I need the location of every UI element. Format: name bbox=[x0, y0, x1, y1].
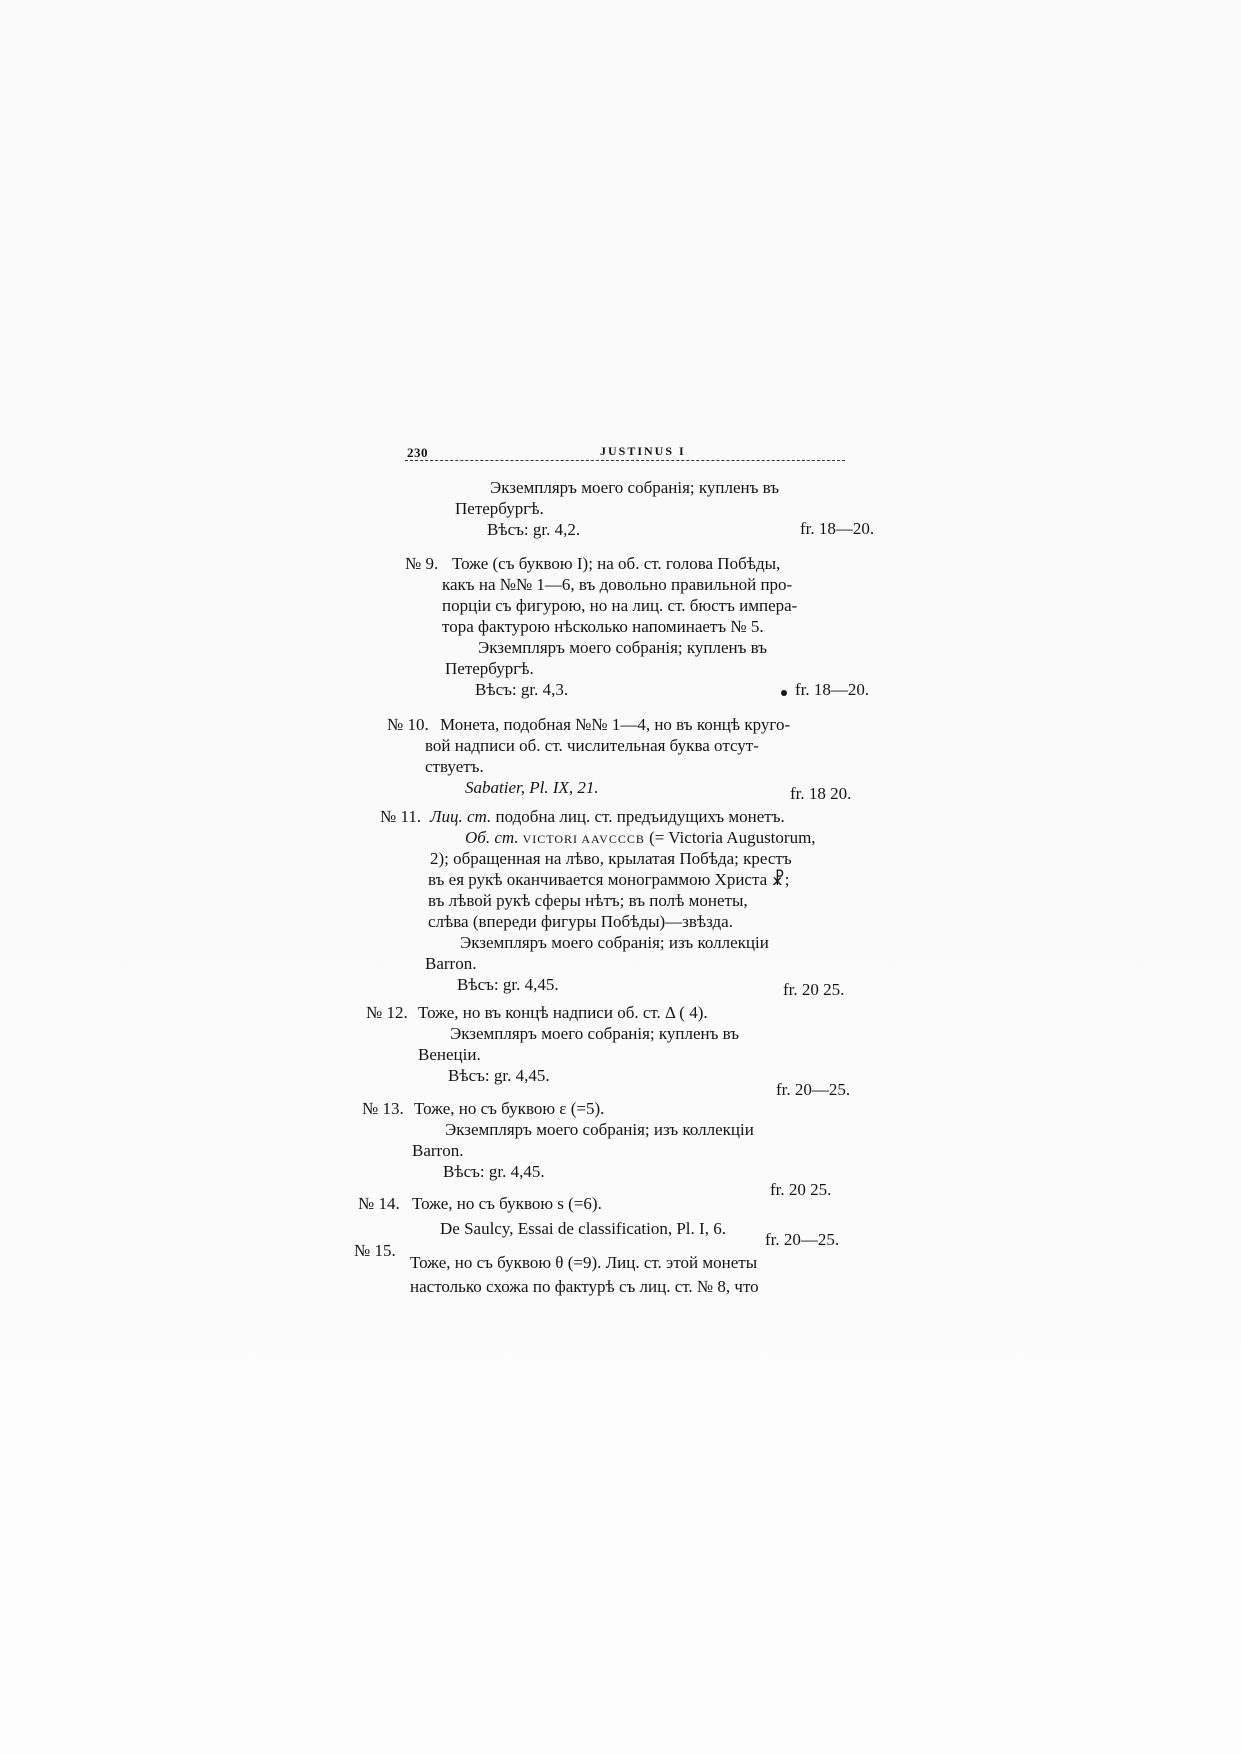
prev-line-2: Петербургѣ. bbox=[455, 499, 544, 518]
entry-13-line-3: Barron. bbox=[412, 1141, 464, 1160]
entry-11-price: fr. 20 25. bbox=[783, 980, 845, 999]
entry-11-line-6: слѣва (впереди фигуры Побѣды)—звѣзда. bbox=[428, 912, 733, 931]
entry-9-line-6: Петербургѣ. bbox=[445, 659, 534, 678]
running-head: JUSTINUS I bbox=[600, 444, 686, 458]
obverse-label: Лиц. ст. bbox=[430, 807, 492, 826]
prev-weight: Вѣсъ: gr. 4,2. bbox=[487, 520, 581, 539]
entry-11-line-5: въ лѣвой рукѣ сферы нѣтъ; въ полѣ монеты, bbox=[428, 891, 748, 910]
entry-12-line-2: Экземпляръ моего собранія; купленъ въ bbox=[450, 1024, 740, 1043]
entry-9-line-4: тора фактурою нѣсколько напоминаетъ № 5. bbox=[442, 617, 764, 636]
entry-14-reference: De Saulcy, Essai de classification, Pl. I, 6. bbox=[440, 1219, 726, 1238]
entry-9-line-3: порціи съ фигурою, но на лиц. ст. бюстъ импера- bbox=[442, 596, 798, 615]
entry-14-line-1: Тоже, но съ буквою s (=6). bbox=[412, 1194, 602, 1213]
prev-line-1: Экземпляръ моего собранія; купленъ въ bbox=[490, 478, 780, 497]
entry-11-line-1-text: подобна лиц. ст. предъидущихъ монетъ. bbox=[491, 807, 785, 826]
entry-11-line-2 bbox=[465, 827, 816, 850]
coin-legend: VICTORI AAVCCCB bbox=[518, 832, 645, 846]
entry-11-number: № 11. bbox=[380, 807, 422, 826]
entry-9-price: fr. 18—20. bbox=[795, 680, 870, 699]
entry-11-line-1 bbox=[430, 806, 785, 828]
entry-11-line-4: въ ея рукѣ оканчивается монограммою Христа ☧; bbox=[428, 870, 790, 889]
entry-10-price: fr. 18 20. bbox=[790, 784, 852, 803]
entry-12-weight: Вѣсъ: gr. 4,45. bbox=[448, 1066, 550, 1085]
entry-10-line-2: вой надписи об. ст. числительная буква отсут- bbox=[425, 736, 759, 755]
reverse-label: Об. ст. bbox=[465, 828, 519, 847]
prev-price: fr. 18—20. bbox=[800, 519, 875, 538]
entry-11-line-3: 2); обращенная на лѣво, крылатая Побѣда; крестъ bbox=[430, 849, 792, 868]
entry-13-number: № 13. bbox=[362, 1099, 404, 1118]
entry-9-line-1: Тоже (съ буквою I); на об. ст. голова Побѣды, bbox=[452, 554, 781, 573]
entry-11-line-8: Barron. bbox=[425, 954, 477, 973]
entry-12-line-3: Венеціи. bbox=[418, 1045, 481, 1064]
entry-11-line-7: Экземпляръ моего собранія; изъ коллекціи bbox=[460, 933, 769, 952]
entry-13-line-2: Экземпляръ моего собранія; изъ коллекціи bbox=[445, 1120, 754, 1139]
entry-10-number: № 10. bbox=[387, 715, 429, 734]
entry-13-line-1: Тоже, но съ буквою ε (=5). bbox=[414, 1099, 605, 1118]
entry-14-number: № 14. bbox=[358, 1194, 400, 1213]
entry-9-line-2: какъ на №№ 1—6, въ довольно правильной про- bbox=[442, 575, 793, 594]
entry-11-line-2-text: (= Victoria Augustorum, bbox=[644, 828, 816, 847]
entry-9-line-5: Экземпляръ моего собранія; купленъ въ bbox=[478, 638, 768, 657]
entry-12-number: № 12. bbox=[366, 1003, 408, 1022]
entry-10-line-1: Монета, подобная №№ 1—4, но въ концѣ круго- bbox=[440, 715, 791, 734]
entry-9-weight: Вѣсъ: gr. 4,3. bbox=[475, 680, 569, 699]
entry-10-reference: Sabatier, Pl. IX, 21. bbox=[465, 778, 599, 797]
header-rule bbox=[405, 460, 845, 461]
entry-15-line-1: Тоже, но съ буквою θ (=9). Лиц. ст. этой монеты bbox=[410, 1253, 758, 1272]
entry-13-price: fr. 20 25. bbox=[770, 1180, 832, 1199]
print-speck bbox=[781, 690, 787, 696]
entry-13-weight: Вѣсъ: gr. 4,45. bbox=[443, 1162, 545, 1181]
page-number: 230 bbox=[407, 445, 428, 460]
entry-14-price: fr. 20—25. bbox=[765, 1230, 840, 1249]
entry-12-line-1: Тоже, но въ концѣ надписи об. ст. Δ ( 4). bbox=[418, 1003, 708, 1022]
entry-15-line-2: настолько схожа по фактурѣ съ лиц. ст. № 8, что bbox=[410, 1277, 759, 1296]
entry-15-number: № 15. bbox=[354, 1241, 396, 1260]
entry-9-number: № 9. bbox=[405, 554, 439, 573]
entry-10-line-3: ствуетъ. bbox=[425, 757, 484, 776]
entry-11-weight: Вѣсъ: gr. 4,45. bbox=[457, 975, 559, 994]
entry-12-price: fr. 20—25. bbox=[776, 1080, 851, 1099]
